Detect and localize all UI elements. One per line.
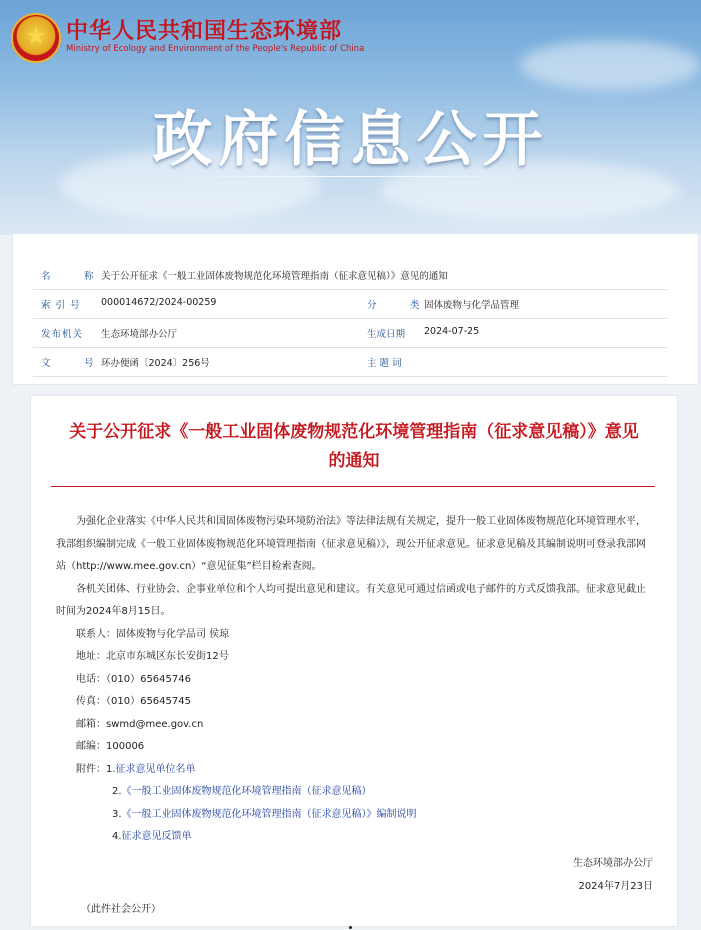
category-label: 分 类 <box>367 300 432 311</box>
index-label: 索 引 号 <box>41 300 81 311</box>
info-table <box>12 233 699 385</box>
keywords-label: 主 题 词 <box>367 358 402 369</box>
page-title: 政府信息公开 <box>152 105 549 175</box>
attachment-number: 1. <box>106 763 116 775</box>
attachment-link[interactable]: 征求意见反馈单 <box>121 831 192 842</box>
ministry-name-en: Ministry of Ecology and Environment of the People's Republic of China <box>66 44 365 54</box>
attachment-number: 3. <box>112 808 122 820</box>
address-line: 地址：北京市东城区东长安街12号 <box>76 651 229 662</box>
national-emblem-icon[interactable] <box>11 13 61 63</box>
attachment-link[interactable]: 《一般工业固体废物规范化环境管理指南（征求意见稿） <box>121 786 372 797</box>
date-label: 生成日期 <box>367 329 406 340</box>
issuer-label: 发布机关 <box>41 329 84 340</box>
info-row-issuer <box>33 318 667 348</box>
docno-label: 文 号 <box>41 358 106 369</box>
attachment-link[interactable]: 征求意见单位名单 <box>115 763 196 775</box>
document-body <box>56 511 652 849</box>
attachment-item <box>56 781 652 804</box>
page-dot <box>349 926 352 929</box>
attachment-link[interactable]: 《一般工业固体废物规范化环境管理指南（征求意见稿）》编制说明 <box>121 808 417 820</box>
attachment-number: 2. <box>112 786 122 797</box>
category-value: 固体废物与化学品管理 <box>424 300 520 311</box>
signer: 生态环境部办公厅 <box>573 858 653 869</box>
fax-line: 传真：（010）65645745 <box>76 696 191 707</box>
paragraph-2: 各机关团体、行业协会、企事业单位和个人均可提出意见和建议。有关意见可通过信函或电子邮件的方式反馈我部。征求意见截止时间为2024年8月15日。 <box>56 583 646 617</box>
postcode-line: 邮编：100006 <box>76 741 145 752</box>
cloud-decoration <box>520 40 700 90</box>
info-row-name <box>33 260 667 290</box>
title-divider <box>51 486 655 487</box>
info-row-docno <box>33 347 667 377</box>
attachments-label: 附件： <box>76 763 106 775</box>
ministry-name[interactable]: 中华人民共和国生态环境部 <box>66 19 343 44</box>
document-content <box>30 395 678 927</box>
document-title: 关于公开征求《一般工业固体废物规范化环境管理指南（征求意见稿）》意见的通知 <box>69 422 639 471</box>
disclosure-note: （此件社会公开） <box>81 904 161 915</box>
attachment-item <box>56 759 652 782</box>
date-value: 2024-07-25 <box>424 326 480 337</box>
name-value: 关于公开征求《一般工业固体废物规范化环境管理指南（征求意见稿）》意见的通知 <box>101 271 448 282</box>
info-row-index <box>33 289 667 319</box>
title-underline <box>175 176 525 177</box>
name-label: 名 称 <box>41 271 106 282</box>
sign-date: 2024年7月23日 <box>578 881 653 892</box>
paragraph-1: 为强化企业落实《中华人民共和国固体废物污染环境防治法》等法律法规有关规定，提升一般工业固体废物规范化环境管理水平，我部组织编制完成《一般工业固体废物规范化环境管理指南（征求意见稿）》，现公开征求意见。征求意见稿及其编制说明可登录我部网站（http://www.mee.gov.cn）“意见征集”栏目检索查阅。 <box>56 516 646 572</box>
docno-value: 环办便函〔2024〕256号 <box>101 358 210 369</box>
attachment-item <box>56 804 652 827</box>
header-banner <box>0 0 701 235</box>
issuer-value: 生态环境部办公厅 <box>101 329 178 340</box>
attachment-item <box>56 826 652 849</box>
index-value: 000014672/2024-00259 <box>101 297 217 308</box>
phone-line: 电话：（010）65645746 <box>76 673 191 685</box>
contact-line: 联系人：固体废物与化学品司 侯琼 <box>76 628 230 640</box>
attachment-number: 4. <box>112 831 122 842</box>
email-line: 邮箱：swmd@mee.gov.cn <box>76 718 204 730</box>
